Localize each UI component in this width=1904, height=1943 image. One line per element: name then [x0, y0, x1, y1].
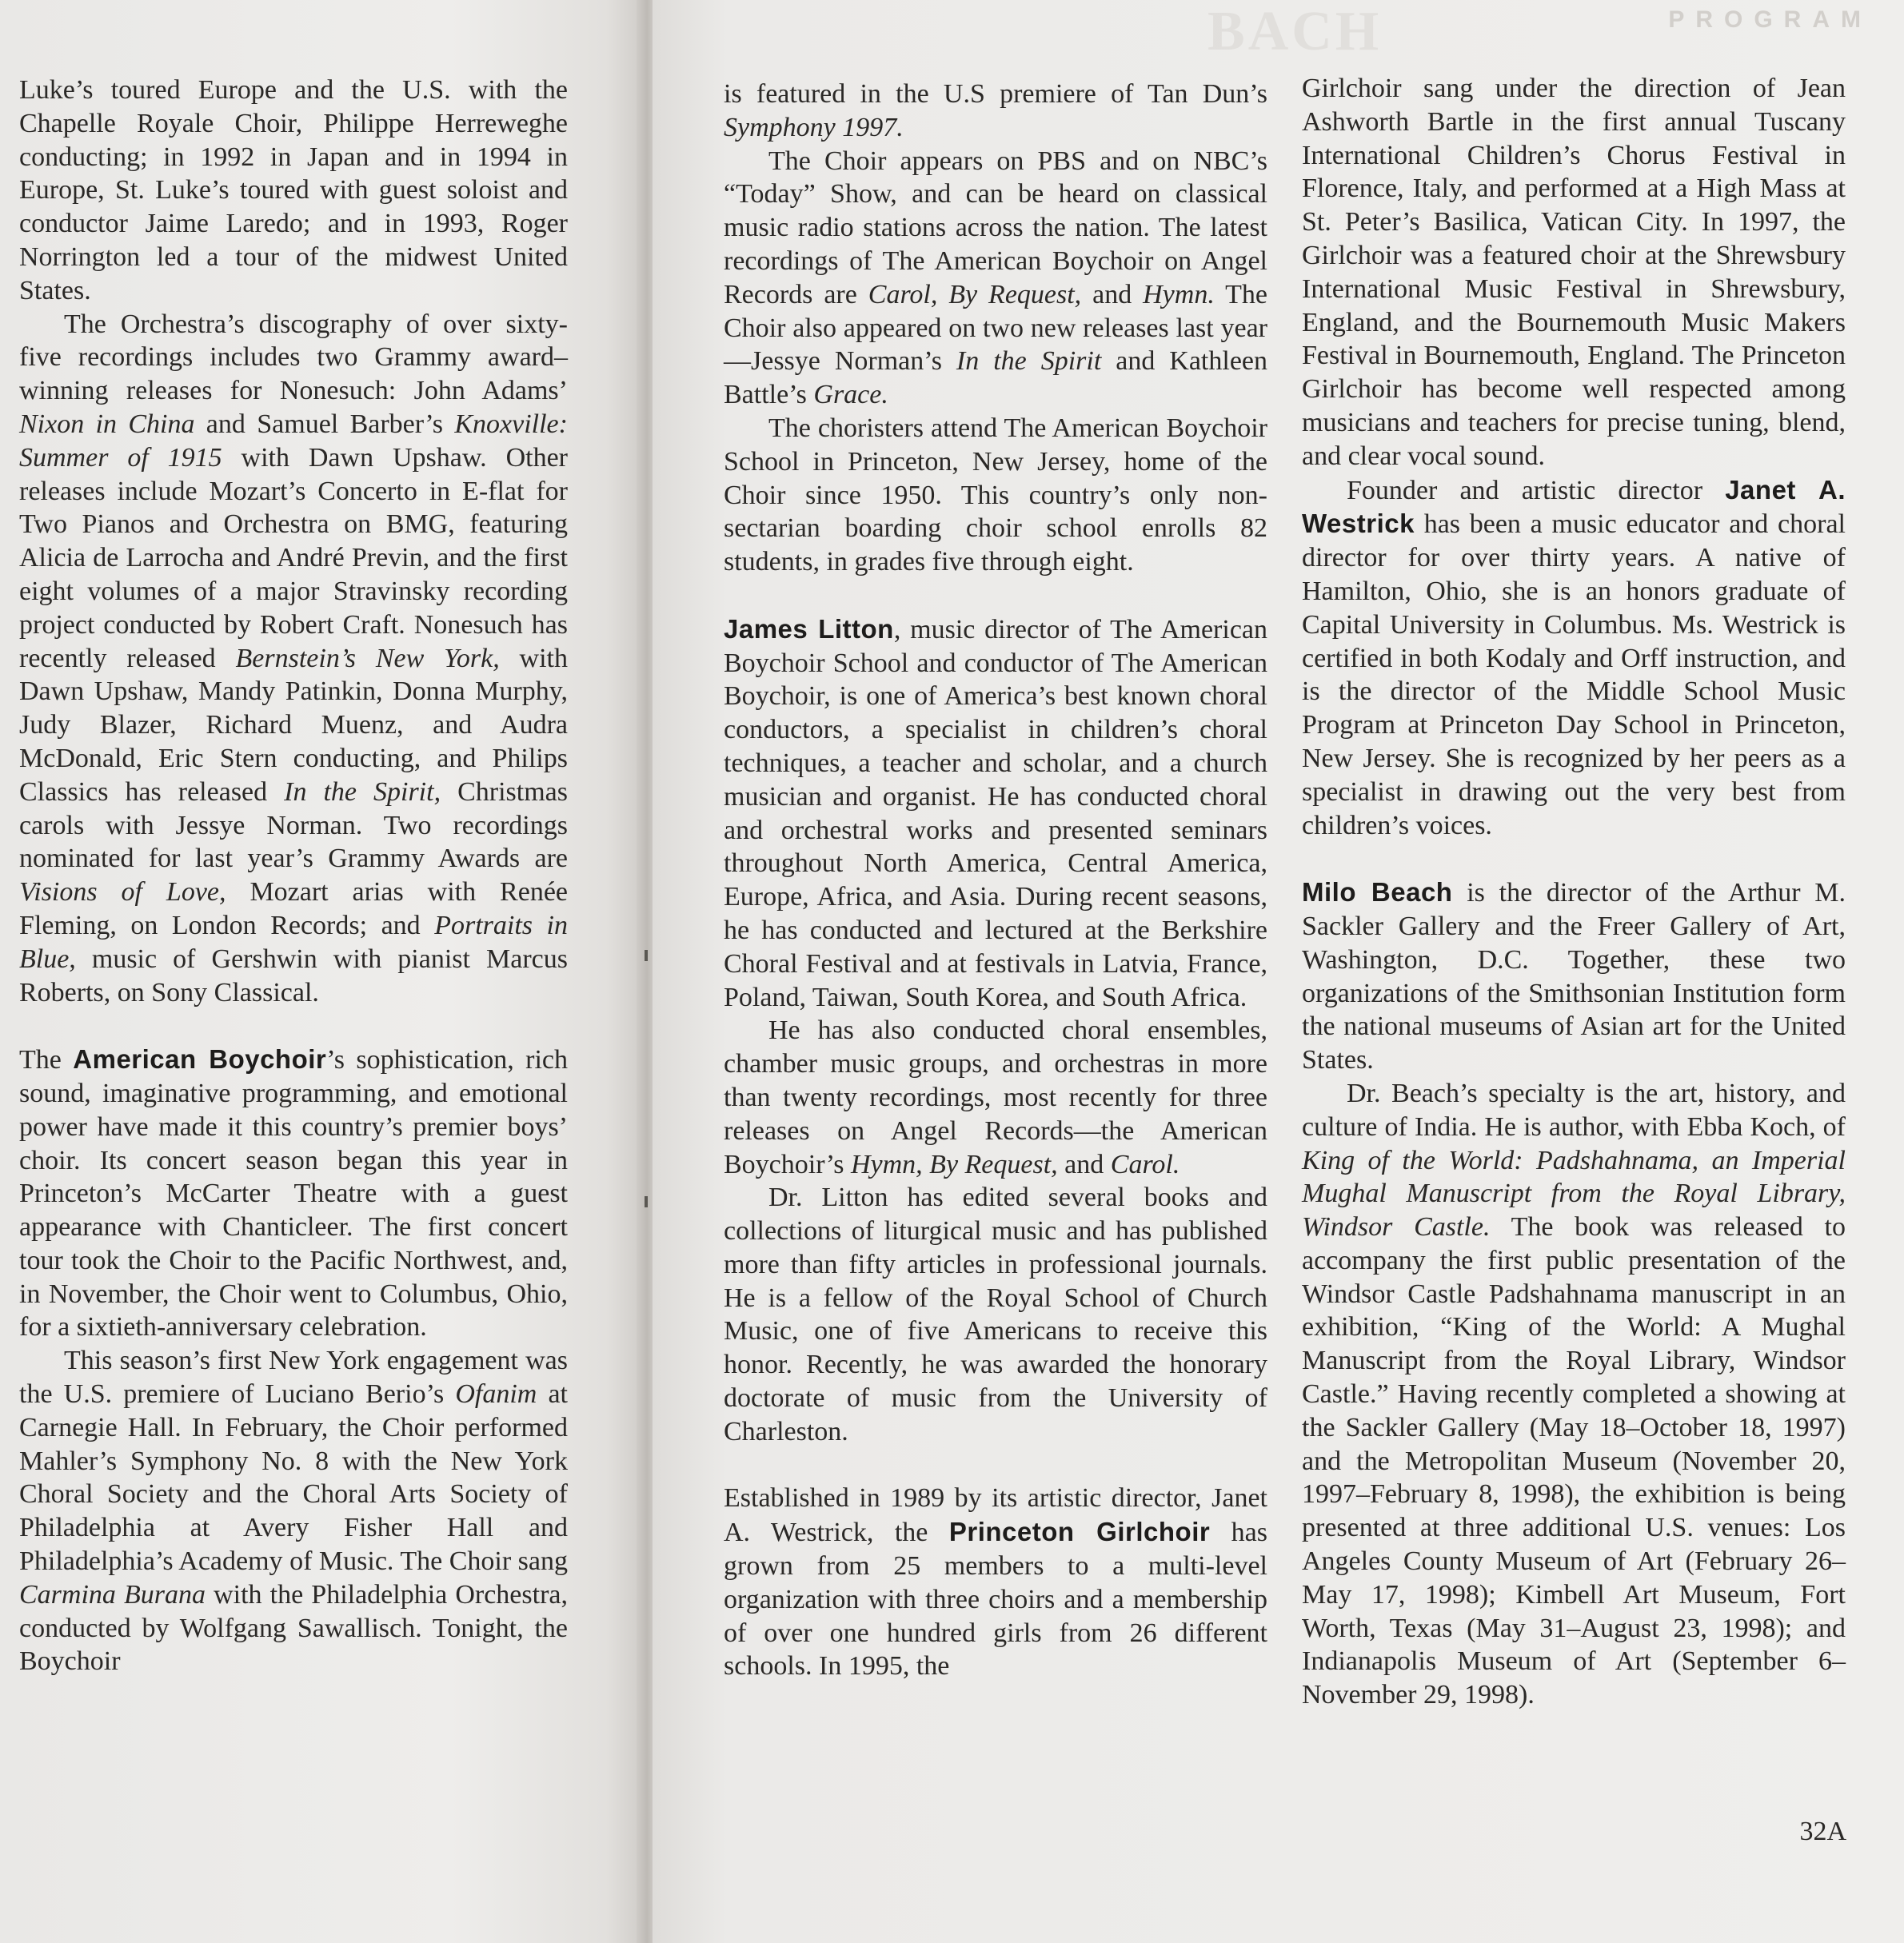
title-italic: Nixon in China [19, 409, 195, 439]
title-italic: Ofanim [455, 1379, 537, 1410]
paragraph [724, 1014, 1267, 1181]
title-italic: In the Spirit [956, 346, 1102, 377]
title-italic: Visions of Love, [19, 877, 226, 908]
text-run: The choristers attend The American Boychoir School in Princeton, New Jersey, home of the Choir since 1950. This country’s only non-sectarian boarding choir school enrolls 82 students, in grades five through eight. [724, 413, 1267, 577]
column-2 [724, 78, 1267, 1683]
paragraph [1302, 473, 1846, 843]
gutter-mark [645, 1196, 648, 1207]
text-run: , music director of The American Boychoir School and conductor of The American Boychoir, is one of America’s best known choral conductors, a specialist in children’s choral techniques, a teacher and scholar, and a church musician and organist. He has conducted choral and orchestral works and presented seminars throughout North America, Central America, Europe, Africa, and Asia. During recent seasons, he has conducted and lectured at the Berkshire Choral Festival and at festivals in Latvia, France, Poland, Taiwan, South Korea, and South Africa. [724, 614, 1267, 1012]
title-italic: King of the World: Padshahnama, an Imperial Mughal Manuscript from the Royal Library, Windsor Castle. [1302, 1145, 1846, 1243]
text-run: and [1081, 279, 1144, 309]
text-run: with Dawn Upshaw, Mandy Patinkin, Donna Murphy, Judy Blazer, Richard Muenz, and Audra McDonald, Eric Stern conducting, and Philips Classics has released [19, 643, 568, 807]
text-run: is featured in the U.S premiere of Tan Dun’s [724, 79, 1267, 109]
bold-name: American Boychoir [73, 1044, 327, 1075]
title-italic: Portraits in Blue, [19, 910, 568, 974]
paragraph [19, 74, 568, 308]
text-run: music of Gershwin with pianist Marcus Roberts, on Sony Classical. [19, 944, 568, 1007]
title-italic: Carol, By Request, [868, 279, 1082, 309]
bold-name: James Litton [724, 613, 894, 644]
title-italic: Carol. [1110, 1149, 1180, 1179]
text-run: The Choir appears on PBS and on NBC’s “Today” Show, and can be heard on classical music radio stations across the nation. The latest recordings of The American Boychoir on Angel Records are [724, 146, 1267, 309]
title-italic: Hymn. [1143, 279, 1215, 309]
paragraph [1302, 72, 1846, 473]
title-italic: Hymn, By Request, [850, 1149, 1058, 1179]
bleed-through-logo: BACH [1207, 1, 1383, 62]
text-run: with Dawn Upshaw. Other releases include Mozart’s Concerto in E-flat for Two Pianos and Orchestra on BMG, featuring Alicia de Larrocha and André Previn, and the first eight volumes of a major Stravinsky recording project conducted by Robert Craft. Nonesuch has recently released [19, 442, 568, 673]
text-run: and Samuel Barber’s [194, 409, 455, 439]
paragraph [19, 1344, 568, 1678]
paragraph [1302, 1077, 1846, 1712]
paragraph [724, 78, 1267, 145]
text-run: has been a music educator and choral director for over thirty years. A native of Hamilton, Ohio, she is an honors graduate of Capital University in Columbus. Ms. Westrick is certified in both Kodaly and Orff instruction, and is the director of the Middle School Music Program at Princeton Day School in Princeton, New Jersey. She is recognized by her peers as a specialist in drawing out the very best from children’s voices. [1302, 509, 1846, 840]
gutter-mark [645, 950, 648, 961]
paragraph [19, 1043, 568, 1344]
text-run: with the Philadelphia Orchestra, conducted by Wolfgang Sawallisch. Tonight, the Boychoir [19, 1579, 568, 1677]
text-run: Luke’s toured Europe and the U.S. with the Chapelle Royale Choir, Philippe Herreweghe conducting; in 1992 in Japan and in 1994 in Europe, St. Luke’s toured with guest soloist and conductor Jaime Laredo; and in 1993, Roger Norrington led a tour of the midwest United States. [19, 75, 568, 305]
paragraph [724, 612, 1267, 1015]
running-head: PROGRAM [1668, 6, 1872, 33]
text-run: Dr. Beach’s specialty is the art, history, and culture of India. He is author, with Ebba Koch, of [1302, 1078, 1846, 1142]
text-run: Established in 1989 by its artistic director, Janet A. Westrick, the [724, 1483, 1267, 1548]
paragraph [724, 412, 1267, 579]
text-run: and Kathleen Battle’s [724, 346, 1268, 410]
text-run: has grown from 25 members to a multi-level organization with three choirs and a membership of over one hundred girls from 26 different schools. In 1995, the [724, 1518, 1268, 1682]
text-run: Christmas carols with Jessye Norman. Two recordings nominated for last year’s Grammy Awards are [19, 776, 568, 874]
title-italic: Knoxville: Summer of 1915 [19, 409, 568, 473]
paragraph [724, 1482, 1267, 1683]
text-run: Girlchoir sang under the direction of Jean Ashworth Bartle in the first annual Tuscany International Children’s Chorus Festival in Florence, Italy, and performed at a High Mass at St. Peter’s Basilica, Vatican City. In 1997, the Girlchoir was a featured choir at the Shrewsbury International Music Festival in Shrewsbury, England, and the Bournemouth Music Makers Festival in Bournemouth, England. The Princeton Girlchoir has become well respected among musicians and teachers for precise tuning, blend, and clear vocal sound. [1302, 74, 1846, 471]
text-run: at Carnegie Hall. In February, the Choir performed Mahler’s Symphony No. 8 with the New York Choral Society and the Choral Arts Society of Philadelphia at Avery Fisher Hall and Philadelphia’s Academy of Music. The Choir sang [19, 1379, 568, 1577]
title-italic: Grace. [813, 380, 888, 410]
text-run: is the director of the Arthur M. Sackler Gallery and the Freer Gallery of Art, Washington, D.C. Together, these two organizations of the Smithsonian Institution form the national museums of Asian art for the United States. [1302, 878, 1846, 1075]
column-3 [1302, 72, 1846, 1712]
paragraph [724, 145, 1267, 412]
text-run: He has also conducted choral ensembles, chamber music groups, and orchestras in more than twenty recordings, most recently for three releases on Angel Records—the American Boychoir’s [724, 1015, 1267, 1179]
paragraph [1302, 876, 1846, 1077]
bold-name: Princeton Girlchoir [948, 1517, 1211, 1547]
paragraph [19, 308, 568, 1010]
text-run: Dr. Litton has edited several books and collections of liturgical music and has published more than fifty articles in professional journals. He is a fellow of the Royal School of Church Music, one of five Americans to receive this honor. Recently, he was awarded the honorary doctorate of music from the University of Charleston. [724, 1183, 1267, 1446]
bold-name: Janet A. Westrick [1302, 474, 1846, 539]
title-italic: Carmina Burana [19, 1579, 206, 1610]
column-1 [19, 74, 568, 1678]
title-italic: In the Spirit, [284, 776, 441, 807]
text-run: The [19, 1045, 74, 1075]
text-run: The Orchestra’s discography of over sixty-five recordings includes two Grammy award–winning releases for Nonesuch: John Adams’ [19, 309, 568, 406]
title-italic: Bernstein’s New York, [235, 643, 500, 673]
page-number: 32A [1799, 1817, 1846, 1846]
bold-name: Milo Beach [1302, 877, 1453, 908]
text-run: This season’s first New York engagement was the U.S. premiere of Luciano Berio’s [19, 1346, 568, 1410]
text-run: and [1057, 1149, 1111, 1179]
text-run: Founder and artistic director [1347, 475, 1726, 505]
text-run: The book was released to accompany the first public presentation of the Windsor Castle Padshahnama manuscript in an exhibition, “King of the World: A Mughal Manuscript from the Royal Library, Windsor Castle.” Having recently completed a showing at the Sackler Gallery (May 18–October 18, 1997) and the Metropolitan Museum (November 20, 1997–February 8, 1998), the exhibition is being presented at three additional U.S. venues: Los Angeles County Museum of Art (February 26–May 17, 1998); Kimbell Art Museum, Fort Worth, Texas (May 31–August 23, 1998); and Indianapolis Museum of Art (September 6–November 29, 1998). [1302, 1212, 1846, 1710]
paragraph [724, 1181, 1267, 1448]
text-run: The Choir also appeared on two new releases last year—Jessye Norman’s [724, 279, 1267, 377]
text-run: Mozart arias with Renée Fleming, on London Records; and [19, 877, 569, 940]
text-run: ’s sophistication, rich sound, imaginative programming, and emotional power have made it this country’s premier boys’ choir. Its concert season began this year in Princeton’s McCarter Theatre with a guest appearance with Chanticleer. The first concert tour took the Choir to the Pacific Northwest, and, in November, the Choir went to Columbus, Ohio, for a sixtieth-anniversary celebration. [19, 1045, 568, 1343]
title-italic: Symphony 1997. [724, 112, 904, 142]
